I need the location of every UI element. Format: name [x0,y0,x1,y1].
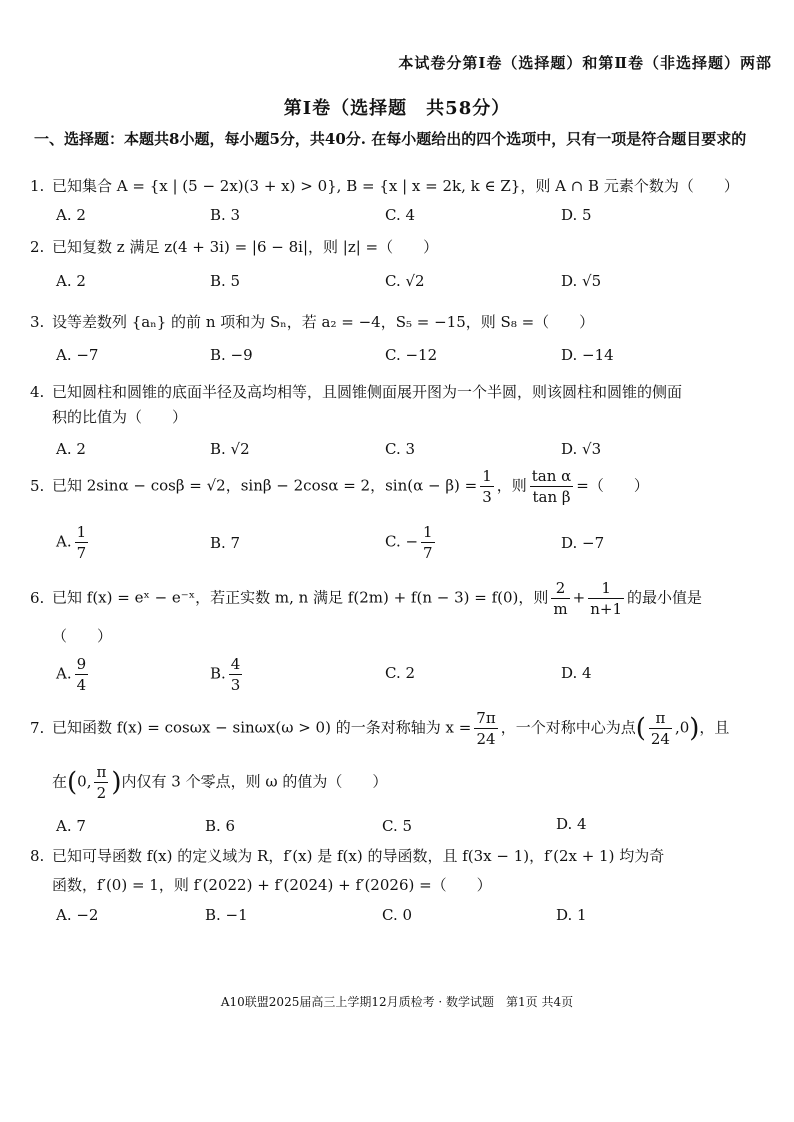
q5-option-d[interactable]: D. −7 [561,534,605,552]
question-5-fraction-1: $\frac{1}{3}$ [482,467,492,506]
q6-option-a[interactable]: A. $\frac{9}{4}$ [56,655,87,694]
page-footer: A10联盟2025届高三上学期12月质检考 · 数学试题 第1页 共4页 [220,995,574,1009]
section-heading: 一、选择题：本题共8小题，每小题5分，共40分. 在每小题给出的四个选项中，只有一项是符合题目要求的 [34,130,747,148]
q2-option-c[interactable]: C. √2 [385,272,425,290]
q4-option-c[interactable]: C. 3 [385,440,416,458]
q6-option-c[interactable]: C. 2 [385,664,416,682]
q8-option-a[interactable]: A. −2 [56,906,99,924]
q4-option-d[interactable]: D. √3 [561,440,602,458]
q4-option-a[interactable]: A. 2 [56,440,86,458]
question-1: 1. 已知集合 A = {x | (5 − 2x)(3 + x) > 0}, B = {x | x = 2k, k ∈ Z}，则 A ∩ B 元素个数为（ ） [30,177,739,195]
question-6-text-line2: （ ） [52,627,113,645]
question-5-fraction-2: $\frac{\text{tan α}}{\text{tan β}}$ [531,467,572,506]
question-2-text: 已知复数 z 满足 z(4 + 3i) = |6 − 8i|，则 |z| =（ ） [52,238,439,256]
q5-option-c[interactable]: C. − $\frac{1}{7}$ [385,523,433,562]
question-4-text-line2: 积的比值为（ ） [52,408,188,426]
question-8: 8. 已知可导函数 f(x) 的定义域为 R，f′(x) 是 f(x) 的导函数，且 f(3x − 1)，f′(2x + 1) 均为奇 [30,847,665,865]
q3-option-b[interactable]: B. −9 [210,346,253,364]
question-3: 3. 设等差数列 {aₙ} 的前 n 项和为 Sₙ，若 a₂ = −4，S₅ = −15，则 S₈ =（ ） [30,313,595,331]
q1-option-b[interactable]: B. 3 [210,206,241,224]
q1-option-d[interactable]: D. 5 [561,206,592,224]
q1-option-c[interactable]: C. 4 [385,206,416,224]
q4-option-b[interactable]: B. √2 [210,440,250,458]
question-8-text-line2: 函数，f′(0) = 1，则 f′(2022) + f′(2024) + f′(2026) =（ ） [52,876,492,894]
q7-option-a[interactable]: A. 7 [56,817,86,835]
question-7-text-line2: 在(0, $\frac{\pi}{2}$ )内仅有 3 个零点，则 ω 的值为（ ） [52,763,388,802]
q6-option-b[interactable]: B. $\frac{4}{3}$ [210,655,241,694]
question-8-text: 已知可导函数 f(x) 的定义域为 R，f′(x) 是 f(x) 的导函数，且 f(3x − 1)，f′(2x + 1) 均为奇 [52,847,665,865]
q5-option-b[interactable]: B. 7 [210,534,241,552]
q2-option-a[interactable]: A. 2 [56,272,86,290]
q7-option-b[interactable]: B. 6 [205,817,236,835]
question-7: 7. 已知函数 f(x) = cosωx − sinωx(ω > 0) 的一条对称轴为 x = $\frac{7\pi}{24}$ ，一个对称中心为点( $\frac{\pi}{24}$ ,0)，且 [30,709,730,748]
q2-option-b[interactable]: B. 5 [210,272,241,290]
q7-option-d[interactable]: D. 4 [556,815,587,833]
question-5: 5. 已知 2sinα − cosβ = √2，sinβ − 2cosα = 2，sin(α − β) = $\frac{1}{3}$ ，则 $\frac{\text{tan α}}{\text{tan β}}$ =（ ） [30,467,649,506]
q8-option-c[interactable]: C. 0 [382,906,413,924]
question-4-text: 已知圆柱和圆锥的底面半径及高均相等，且圆锥侧面展开图为一个半圆，则该圆柱和圆锥的侧面 [52,383,683,401]
question-6-text-a: 已知 f(x) = eˣ − e⁻ˣ，若正实数 m, n 满足 f(2m) + f(n − 3) = f(0)，则 [52,588,549,607]
question-7-text-a: 已知函数 f(x) = cosωx − sinωx(ω > 0) 的一条对称轴为 x = [52,718,472,737]
question-1-text: 已知集合 A = {x | (5 − 2x)(3 + x) > 0}, B = {x | x = 2k, k ∈ Z}，则 A ∩ B 元素个数为（ ） [52,177,739,195]
q7-option-c[interactable]: C. 5 [382,817,413,835]
q8-option-d[interactable]: D. 1 [556,906,587,924]
question-6: 6. 已知 f(x) = eˣ − e⁻ˣ，若正实数 m, n 满足 f(2m) + f(n − 3) = f(0)，则 $\frac{2}{m}$ + $\frac{1}{n+1}$ 的最小值是 [30,579,703,618]
question-2: 2. 已知复数 z 满足 z(4 + 3i) = |6 − 8i|，则 |z| =（ ） [30,238,439,256]
q6-option-d[interactable]: D. 4 [561,664,592,682]
q3-option-d[interactable]: D. −14 [561,346,614,364]
part-title: 第Ⅰ卷（选择题 共58分） [283,98,511,119]
header-note: 本试卷分第Ⅰ卷（选择题）和第Ⅱ卷（非选择题）两部 [398,54,772,72]
question-3-text: 设等差数列 {aₙ} 的前 n 项和为 Sₙ，若 a₂ = −4，S₅ = −15，则 S₈ =（ ） [52,313,595,331]
question-4: 4. 已知圆柱和圆锥的底面半径及高均相等，且圆锥侧面展开图为一个半圆，则该圆柱和圆锥的侧面 [30,383,683,401]
q3-option-c[interactable]: C. −12 [385,346,438,364]
q2-option-d[interactable]: D. √5 [561,272,602,290]
question-5-text-a: 已知 2sinα − cosβ = √2，sinβ − 2cosα = 2，sin(α − β) = [52,476,478,495]
q1-option-a[interactable]: A. 2 [56,206,86,224]
q8-option-b[interactable]: B. −1 [205,906,248,924]
q5-option-a[interactable]: A. $\frac{1}{7}$ [56,523,87,562]
q3-option-a[interactable]: A. −7 [56,346,99,364]
